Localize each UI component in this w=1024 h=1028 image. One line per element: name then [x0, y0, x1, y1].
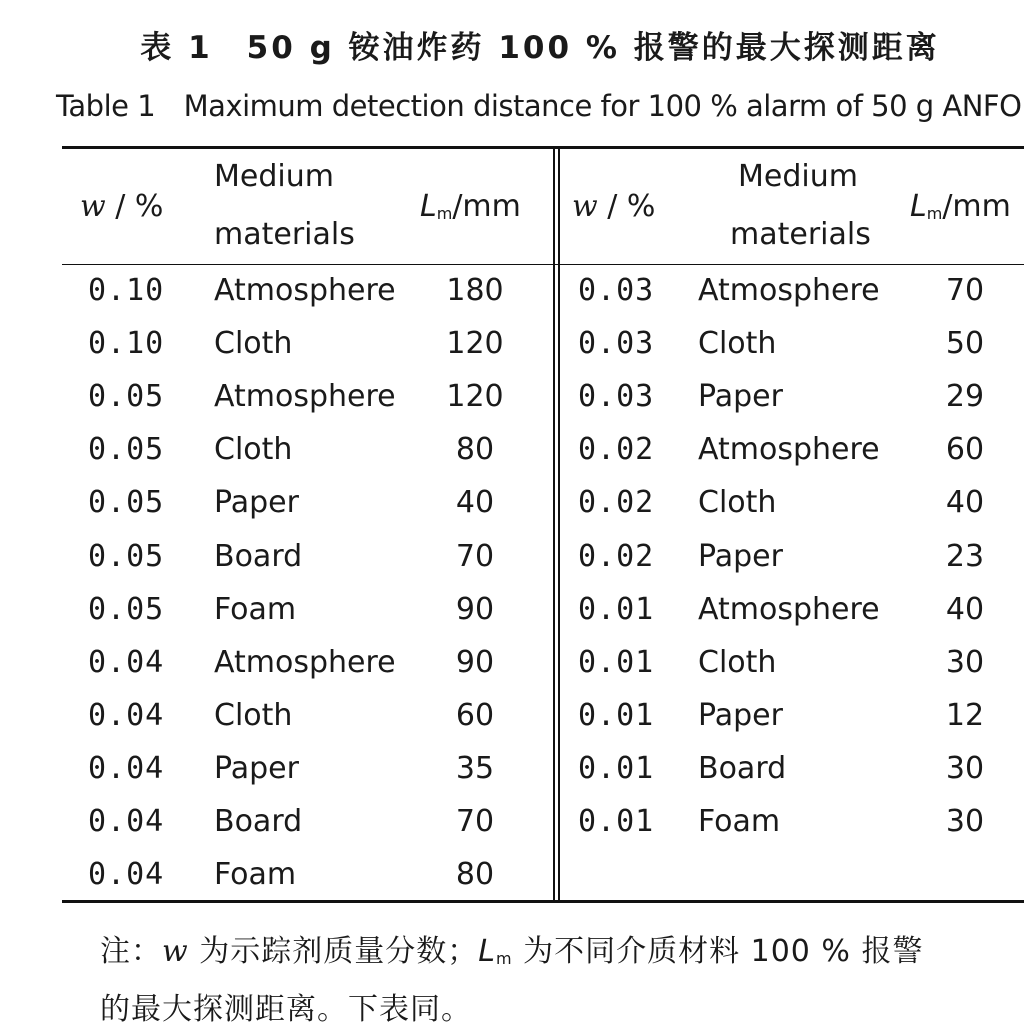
w-unit: / % — [597, 189, 656, 224]
lm-symbol: L — [420, 189, 437, 224]
table-note — [100, 926, 1010, 970]
right-row-lm: 12 — [945, 698, 985, 733]
header-w-right — [572, 188, 655, 226]
right-row-lm: 29 — [945, 379, 985, 414]
left-row-medium: Foam — [214, 592, 297, 627]
left-row-w: 0.04 — [88, 698, 165, 733]
right-row-lm: 30 — [945, 804, 985, 839]
w-symbol: w — [80, 189, 106, 224]
right-row-w: 0.02 — [578, 539, 655, 574]
right-row-medium: Paper — [698, 379, 783, 414]
left-row-w: 0.04 — [88, 751, 165, 786]
left-row-medium: Paper — [214, 485, 299, 520]
column-separator — [558, 146, 560, 903]
left-row-w: 0.04 — [88, 645, 165, 680]
left-row-lm: 90 — [455, 645, 495, 680]
note-label: 注： — [100, 934, 162, 969]
right-row-medium: Cloth — [698, 326, 777, 361]
right-row-lm: 50 — [945, 326, 985, 361]
right-row-medium: Cloth — [698, 645, 777, 680]
right-row-w: 0.01 — [578, 751, 655, 786]
bottom-rule — [62, 900, 1024, 903]
note-w-symbol: w — [162, 934, 189, 969]
header-medium-left: Medium — [214, 159, 334, 194]
table-note-line2: 的最大探测距离。下表同。 — [100, 992, 472, 1027]
left-row-medium: Cloth — [214, 698, 293, 733]
right-row-lm: 30 — [945, 751, 985, 786]
right-row-medium: Board — [698, 751, 787, 786]
right-row-w: 0.01 — [578, 592, 655, 627]
right-row-w: 0.01 — [578, 645, 655, 680]
left-row-lm: 60 — [455, 698, 495, 733]
left-row-lm: 40 — [455, 485, 495, 520]
lm-subscript: m — [436, 204, 453, 223]
left-row-lm: 90 — [455, 592, 495, 627]
note-text: 为不同介质材料 100 % 报警 — [512, 934, 924, 969]
right-row-medium: Cloth — [698, 485, 777, 520]
note-l-symbol: L — [478, 934, 496, 969]
right-row-lm: 60 — [945, 432, 985, 467]
column-separator — [553, 146, 555, 903]
left-row-medium: Cloth — [214, 432, 293, 467]
lm-unit: /mm — [942, 189, 1011, 224]
left-row-w: 0.05 — [88, 539, 165, 574]
left-row-medium: Atmosphere — [214, 379, 396, 414]
right-row-w: 0.03 — [578, 326, 655, 361]
note-l-subscript: m — [495, 949, 513, 968]
left-row-w: 0.10 — [88, 273, 165, 308]
left-row-lm: 180 — [446, 273, 504, 308]
right-row-medium: Paper — [698, 539, 783, 574]
left-row-w: 0.04 — [88, 857, 165, 892]
right-row-w: 0.02 — [578, 432, 655, 467]
w-unit: / % — [105, 189, 164, 224]
left-row-lm: 120 — [446, 326, 504, 361]
right-row-medium: Atmosphere — [698, 273, 880, 308]
right-row-w: 0.01 — [578, 804, 655, 839]
note-text: 为示踪剂质量分数； — [188, 934, 479, 969]
lm-subscript: m — [926, 204, 943, 223]
left-row-w: 0.05 — [88, 432, 165, 467]
left-row-w: 0.05 — [88, 379, 165, 414]
left-row-lm: 120 — [446, 379, 504, 414]
left-row-w: 0.05 — [88, 485, 165, 520]
right-row-medium: Atmosphere — [698, 432, 880, 467]
header-medium-right: Medium — [738, 159, 858, 194]
left-row-medium: Cloth — [214, 326, 293, 361]
left-row-medium: Board — [214, 539, 303, 574]
right-row-lm: 30 — [945, 645, 985, 680]
header-medium-right-line2: materials — [730, 217, 871, 252]
lm-unit: /mm — [452, 189, 521, 224]
header-w-left — [80, 188, 163, 226]
header-lm-left — [420, 188, 521, 233]
left-row-medium: Foam — [214, 857, 297, 892]
lm-symbol: L — [910, 189, 927, 224]
left-row-lm: 70 — [455, 804, 495, 839]
left-row-lm: 80 — [455, 857, 495, 892]
header-rule — [62, 264, 1024, 265]
left-row-medium: Board — [214, 804, 303, 839]
left-row-w: 0.10 — [88, 326, 165, 361]
right-row-medium: Paper — [698, 698, 783, 733]
left-row-medium: Paper — [214, 751, 299, 786]
left-row-medium: Atmosphere — [214, 645, 396, 680]
left-row-lm: 80 — [455, 432, 495, 467]
table-title-chinese: 表 1 50 g 铵油炸药 100 % 报警的最大探测距离 — [140, 30, 940, 66]
right-row-medium: Atmosphere — [698, 592, 880, 627]
right-row-lm: 23 — [945, 539, 985, 574]
right-row-lm: 70 — [945, 273, 985, 308]
w-symbol: w — [572, 189, 598, 224]
left-row-w: 0.05 — [88, 592, 165, 627]
right-row-medium: Foam — [698, 804, 781, 839]
left-row-w: 0.04 — [88, 804, 165, 839]
right-row-w: 0.03 — [578, 273, 655, 308]
left-row-lm: 35 — [455, 751, 495, 786]
left-row-lm: 70 — [455, 539, 495, 574]
right-row-w: 0.03 — [578, 379, 655, 414]
right-row-w: 0.02 — [578, 485, 655, 520]
top-rule — [62, 146, 1024, 149]
table-title-english: Table 1 Maximum detection distance for 100 % alarm of 50 g ANFO — [56, 89, 1022, 123]
right-row-w: 0.01 — [578, 698, 655, 733]
header-lm-right — [910, 188, 1011, 233]
left-row-medium: Atmosphere — [214, 273, 396, 308]
header-medium-left-line2: materials — [214, 217, 355, 252]
right-row-lm: 40 — [945, 485, 985, 520]
right-row-lm: 40 — [945, 592, 985, 627]
